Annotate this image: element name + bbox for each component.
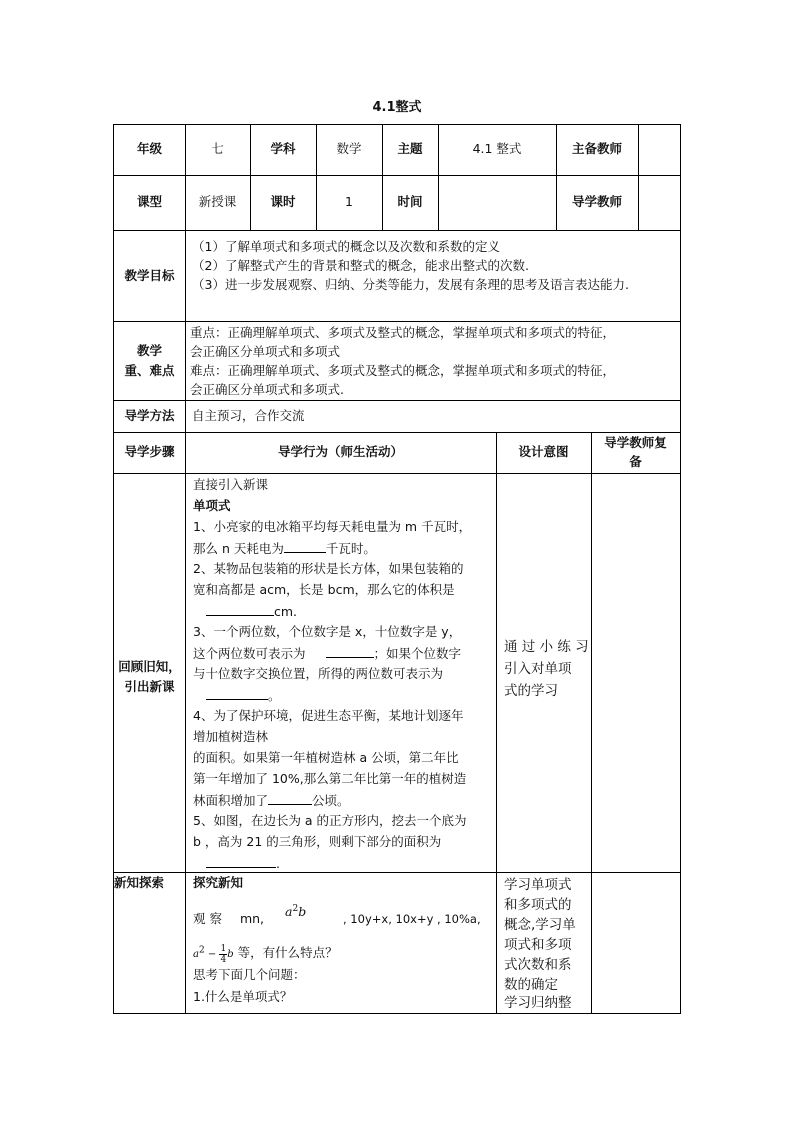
expr-a2b: $a^2b$	[285, 904, 307, 920]
q2-line-3	[206, 601, 297, 622]
q1-text-a: 那么 n 天耗电为	[193, 541, 284, 556]
q2-line-2: 宽和高都是 acm，长是 bcm，那么它的体积是	[193, 582, 455, 597]
time-label: 时间	[397, 194, 423, 209]
q5-line-3	[206, 853, 280, 874]
review-design-3: 式的学习	[504, 683, 558, 699]
key-point-line-4: 会正确区分单项式和多项式.	[190, 382, 344, 397]
expr-list: , 10y+x, 10x+y , 10%a,	[343, 912, 481, 926]
observe-label: 观 察	[193, 911, 222, 926]
q5-line-1: 5、如图，在边长为 a 的正方形内，挖去一个底为	[193, 813, 467, 828]
observe-line	[193, 909, 264, 929]
review-step-label-1: 回顾旧知，	[118, 659, 181, 674]
q3-line-1: 3、一个两位数，个位数字是 x，十位数字是 y，	[193, 624, 462, 639]
q5-line-2: b ，高为 21 的三角形，则剩下部分的面积为	[193, 834, 442, 849]
expr-last-line	[193, 941, 338, 965]
col-activities: 导学行为（师生活动）	[277, 444, 403, 459]
key-points-label-2: 重、难点	[124, 363, 175, 378]
explore-design-2: 和多项式的	[504, 897, 572, 913]
explore-design-6: 数的确定	[504, 977, 558, 993]
monomial-heading: 单项式	[193, 498, 231, 513]
q4-text-a: 林面积增加了	[193, 793, 269, 808]
answer-blank[interactable]	[206, 685, 268, 700]
q3-text-a: 这个两位数可表示为	[193, 646, 306, 661]
period-value: 1	[345, 194, 353, 209]
question-1: 1.什么是单项式？	[193, 989, 293, 1004]
objective-line-3: （3）进一步发展观察、归纳、分类等能力，发展有条理的思考及语言表达能力.	[192, 277, 629, 292]
answer-blank[interactable]	[326, 643, 374, 658]
key-point-line-1: 重点：正确理解单项式、多项式及整式的概念，掌握单项式和多项式的特征，	[190, 325, 616, 340]
lesson-type-label: 课型	[136, 194, 162, 209]
col-review-1: 导学教师复	[604, 435, 667, 450]
q3-line-3: 与十位数字交换位置，所得的两位数可表示为	[193, 666, 444, 681]
period-label: 课时	[270, 194, 296, 209]
q3-text-b: ；如果个位数字	[373, 646, 462, 661]
think-line: 思考下面几个问题：	[193, 967, 306, 982]
col-steps: 导学步骤	[124, 444, 175, 459]
method-value: 自主预习，合作交流	[192, 408, 305, 423]
expr-last: a2 − $\frac{1}{4}$ b	[193, 944, 234, 966]
q3-end: 。	[268, 688, 281, 703]
method-label: 导学方法	[124, 408, 175, 423]
key-point-line-3: 难点：正确理解单项式、多项式及整式的概念，掌握单项式和多项式的特征，	[190, 363, 616, 378]
col-review-2: 备	[629, 454, 642, 469]
q1-line-2	[193, 538, 376, 559]
col-design: 设计意图	[518, 444, 569, 459]
grade-label: 年级	[136, 141, 162, 156]
main-teacher-label: 主备教师	[571, 141, 622, 156]
lesson-plan-table	[113, 124, 681, 1014]
explore-design-7: 学习归纳整	[504, 995, 572, 1011]
q4-line-5	[193, 790, 350, 811]
q4-text-b: 公顷。	[312, 793, 350, 808]
review-design-2: 引入对单项	[504, 661, 572, 677]
subject-label: 学科	[270, 141, 296, 156]
expr-mn: mn,	[239, 911, 265, 926]
explore-design-1: 学习单项式	[504, 877, 572, 893]
review-step-label-2: 引出新课	[124, 679, 175, 694]
topic-value: 4.1 整式	[472, 141, 522, 156]
answer-blank[interactable]	[206, 601, 274, 616]
explore-design-3: 概念,学习单	[504, 917, 576, 933]
objective-line-1: （1）了解单项式和多项式的概念以及次数和系数的定义	[192, 239, 500, 254]
q1-text-b: 千瓦时。	[325, 541, 376, 556]
answer-blank[interactable]	[284, 538, 326, 553]
grade-value: 七	[211, 141, 224, 156]
explore-step-label: 新知探索	[114, 875, 165, 890]
explore-heading: 探究新知	[193, 875, 244, 890]
objective-line-2: （2）了解整式产生的背景和整式的概念，能求出整式的次数.	[192, 258, 529, 273]
intro-line: 直接引入新课	[193, 477, 269, 492]
q5-end: .	[276, 856, 280, 871]
topic-label: 主题	[397, 141, 423, 156]
answer-blank[interactable]	[206, 853, 276, 868]
objectives-label: 教学目标	[124, 268, 175, 283]
q4-line-3: 的面积。如果第一年植树造林 a 公顷，第二年比	[193, 750, 459, 765]
page-title: 4.1整式	[372, 100, 422, 115]
key-points-label-1: 教学	[136, 343, 162, 358]
q4-line-1: 4、为了保护环境，促进生态平衡，某地计划逐年	[193, 708, 464, 723]
q3-line-4	[206, 685, 281, 706]
subject-value: 数学	[336, 141, 362, 156]
key-point-line-2: 会正确区分单项式和多项式	[190, 344, 341, 359]
expr-suffix: 等，有什么特点？	[237, 945, 338, 961]
guide-teacher-label: 导学教师	[571, 194, 622, 209]
q1-line-1: 1、小亮家的电冰箱平均每天耗电量为 m 千瓦时，	[193, 519, 472, 534]
explore-design-5: 式次数和系	[504, 957, 572, 973]
explore-design-4: 项式和多项	[504, 937, 572, 953]
q3-line-2	[193, 643, 461, 664]
q4-line-2: 增加植树造林	[193, 729, 269, 744]
answer-blank[interactable]	[268, 790, 312, 805]
q2-unit: cm.	[274, 604, 298, 619]
lesson-type-value: 新授课	[198, 194, 237, 209]
q4-line-4: 第一年增加了 10%,那么第二年比第一年的植树造	[193, 771, 467, 786]
review-design-1: 通 过 小 练 习	[504, 639, 589, 655]
q2-line-1: 2、某物品包装箱的形状是长方体，如果包装箱的	[193, 561, 464, 576]
